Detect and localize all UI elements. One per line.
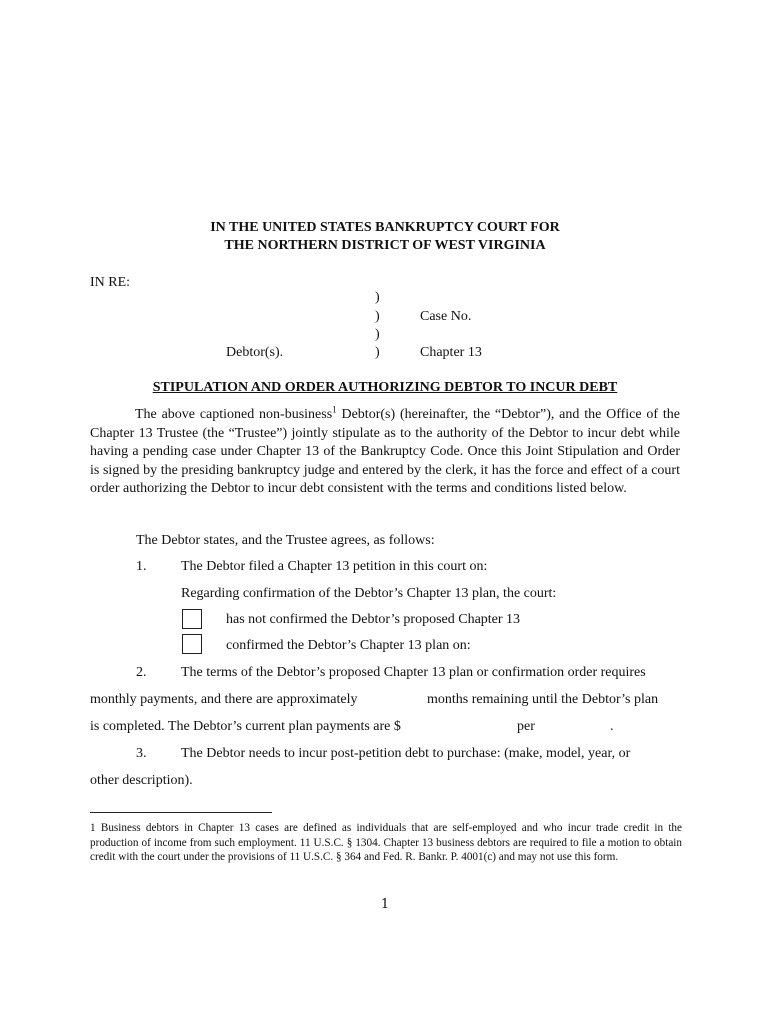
footnote-reference: 1 — [332, 404, 337, 415]
item3-line2: other description). — [90, 773, 193, 788]
caption-paren-2: ) — [375, 309, 380, 324]
intro-paragraph — [90, 406, 680, 499]
caption-paren-1: ) — [375, 290, 380, 305]
item1-regarding: Regarding confirmation of the Debtor’s Chapter 13 plan, the court: — [181, 586, 557, 601]
item2-period: . — [610, 719, 614, 734]
item2-per-label: per — [517, 719, 535, 734]
item3-number: 3. — [136, 746, 147, 761]
in-re-label: IN RE: — [90, 275, 131, 290]
intro-text-rest: Debtor(s) (hereinafter, the “Debtor”), and the Office of the Chapter 13 Trustee (the “Trustee”) jointly stipulate as to the authority of the Debtor to incur debt while having a pending case under Chapter 13 of the Bankruptcy Code. Once this Joint Stipulation and Order is signed by the presiding bankruptcy judge and entered by the clerk, it has the force and effect of a court order authorizing the Debtor to incur debt consistent with the terms and conditions listed below. — [90, 407, 680, 496]
debtors-label: Debtor(s). — [226, 345, 284, 360]
item2-line3-start: is completed. The Debtor’s current plan payments are $ — [90, 719, 401, 734]
item2-line2-end: months remaining until the Debtor’s plan — [427, 692, 659, 707]
item3-line1: The Debtor needs to incur post-petition debt to purchase: (make, model, year, or — [181, 746, 631, 761]
intro-text-start: The above captioned non-business — [135, 407, 333, 422]
confirmed-label: confirmed the Debtor’s Chapter 13 plan on: — [226, 638, 471, 653]
footnote-number: 1 — [90, 822, 96, 834]
page-number: 1 — [380, 897, 390, 912]
caption-paren-4: ) — [375, 345, 380, 360]
chapter-label: Chapter 13 — [420, 345, 482, 360]
item2-number: 2. — [136, 665, 147, 680]
case-no-label: Case No. — [420, 309, 472, 324]
footnote-separator — [90, 812, 272, 813]
not-confirmed-checkbox[interactable] — [182, 609, 202, 629]
court-title-line2: THE NORTHERN DISTRICT OF WEST VIRGINIA — [224, 238, 546, 253]
caption-paren-3: ) — [375, 327, 380, 342]
not-confirmed-label: has not confirmed the Debtor’s proposed Chapter 13 — [226, 612, 521, 627]
item1-text: The Debtor filed a Chapter 13 petition in this court on: — [181, 559, 488, 574]
item2-line1: The terms of the Debtor’s proposed Chapter 13 plan or confirmation order requires — [181, 665, 646, 680]
footnote-text: Business debtors in Chapter 13 cases are defined as individuals that are self-employed and who incur trade credit in the production of income from such employment. 11 U.S.C. § 1304. Chapter 13 business debtors are required to file a motion to obtain credit with the court under the provisions of 11 U.S.C. § 364 and Fed. R. Bankr. P. 4001(c) and may not use this form. — [90, 822, 682, 863]
document-heading: STIPULATION AND ORDER AUTHORIZING DEBTOR TO INCUR DEBT — [152, 380, 618, 395]
item1-number: 1. — [136, 559, 147, 574]
item2-line2-start: monthly payments, and there are approximately — [90, 692, 358, 707]
confirmed-checkbox[interactable] — [182, 634, 202, 654]
states-line: The Debtor states, and the Trustee agrees, as follows: — [136, 533, 435, 548]
court-title-line1: IN THE UNITED STATES BANKRUPTCY COURT FOR — [210, 220, 560, 235]
footnote — [90, 821, 682, 865]
